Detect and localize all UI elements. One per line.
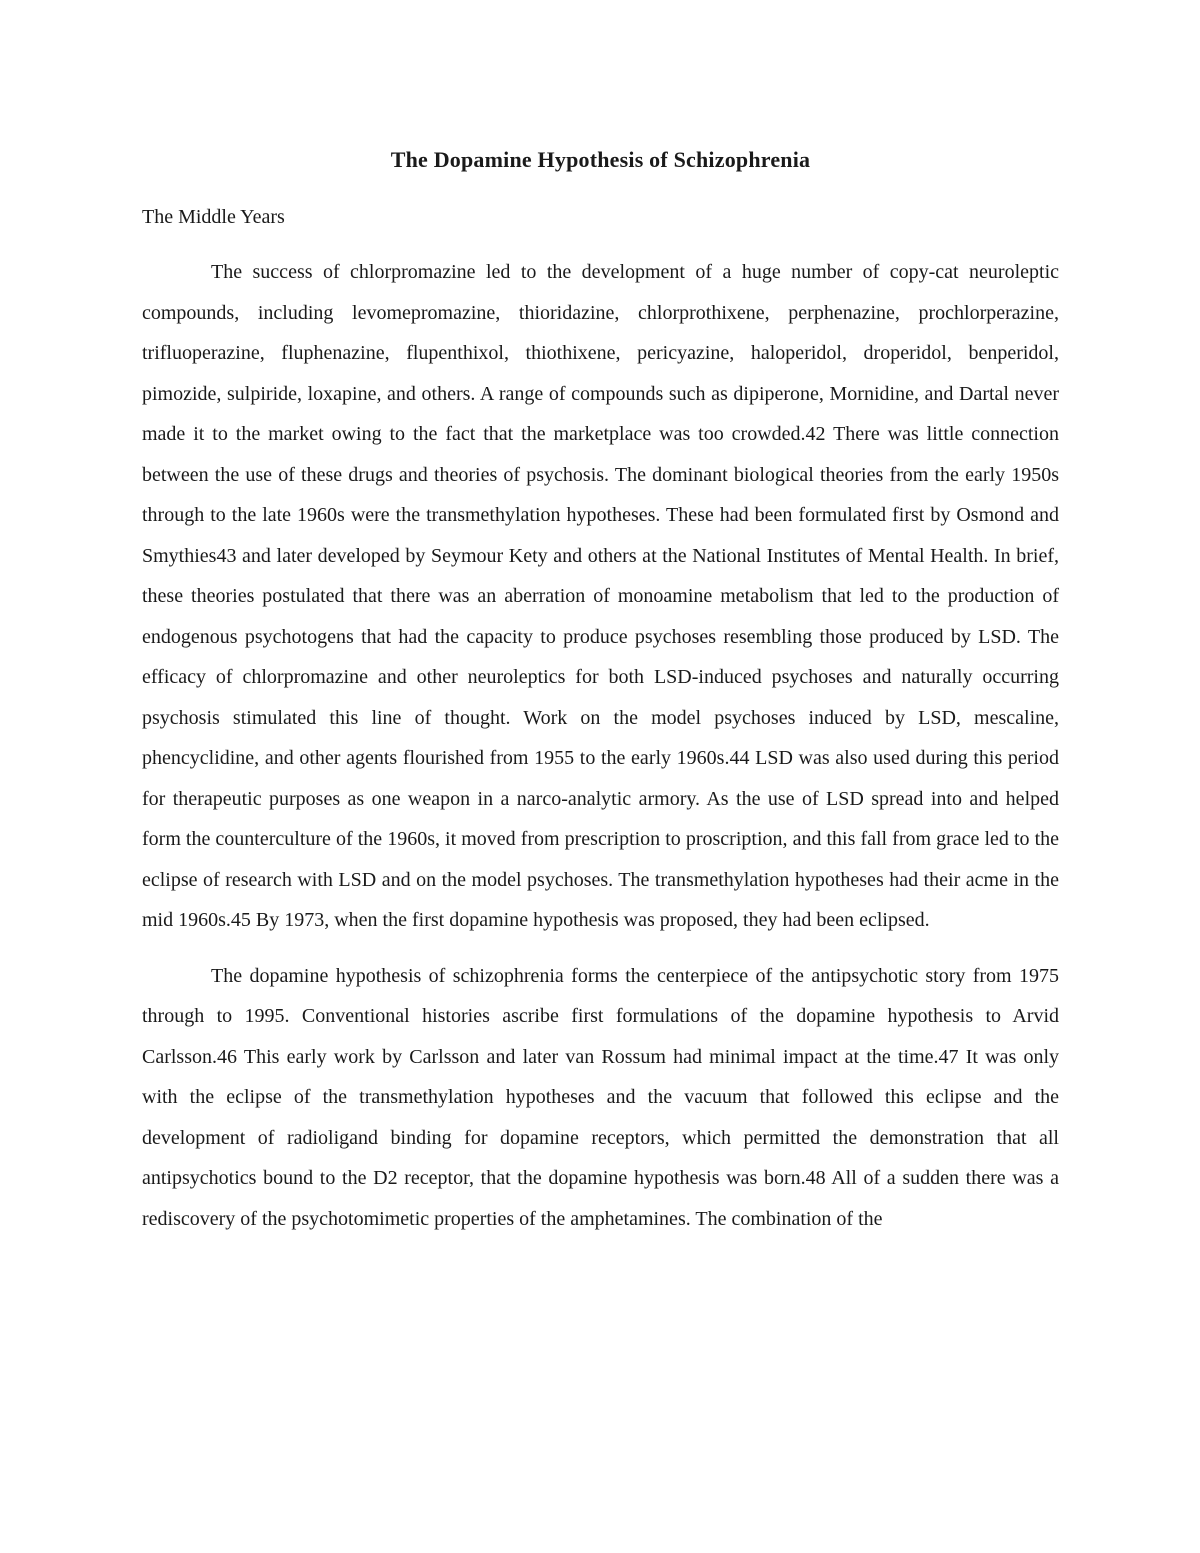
document-body bbox=[142, 140, 1059, 1239]
paragraph-2: The dopamine hypothesis of schizophrenia forms the centerpiece of the antipsychotic story from 1975 through to 1995. Conventional histories ascribe first formulations of the dopamine hypothesis to Arvid Carlsson.46 This early work by Carlsson and later van Rossum had minimal impact at the time.47 It was only with the eclipse of the transmethylation hypotheses and the vacuum that followed this eclipse and the development of radioligand binding for dopamine receptors, which permitted the demonstration that all antipsychotics bound to the D2 receptor, that the dopamine hypothesis was born.48 All of a sudden there was a rediscovery of the psychotomimetic properties of the amphetamines. The combination of the bbox=[142, 964, 1059, 1230]
section-heading: The Middle Years bbox=[142, 206, 285, 228]
paragraph-1: The success of chlorpromazine led to the development of a huge number of copy-cat neuroleptic compounds, including levomepromazine, thioridazine, chlorprothixene, perphenazine, prochlorperazine, trifluoperazine, fluphenazine, flupenthixol, thiothixene, pericyazine, haloperidol, droperidol, benperidol, pimozide, sulpiride, loxapine, and others. A range of compounds such as dipiperone, Mornidine, and Dartal never made it to the market owing to the fact that the marketplace was too crowded.42 There was little connection between the use of these drugs and theories of psychosis. The dominant biological theories from the early 1950s through to the late 1960s were the transmethylation hypotheses. These had been formulated first by Osmond and Smythies43 and later developed by Seymour Kety and others at the National Institutes of Mental Health. In brief, these theories postulated that there was an aberration of monoamine metabolism that led to the production of endogenous psychotogens that had the capacity to produce psychoses resembling those produced by LSD. The efficacy of chlorpromazine and other neuroleptics for both LSD-induced psychoses and naturally occurring psychosis stimulated this line of thought. Work on the model psychoses induced by LSD, mescaline, phencyclidine, and other agents flourished from 1955 to the early 1960s.44 LSD was also used during this period for therapeutic purposes as one weapon in a narco-analytic armory. As the use of LSD spread into and helped form the counterculture of the 1960s, it moved from prescription to proscription, and this fall from grace led to the eclipse of research with LSD and on the model psychoses. The transmethylation hypotheses had their acme in the mid 1960s.45 By 1973, when the first dopamine hypothesis was proposed, they had been eclipsed. bbox=[142, 261, 1059, 931]
document-title: The Dopamine Hypothesis of Schizophrenia bbox=[390, 147, 811, 172]
